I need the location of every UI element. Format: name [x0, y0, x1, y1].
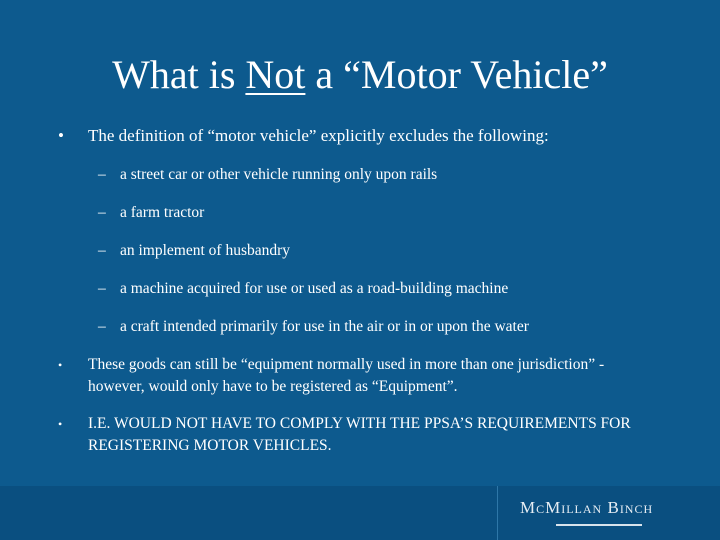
sub-bullet-text: an implement of husbandry — [120, 242, 291, 259]
title-before: What is — [112, 52, 246, 97]
footer-divider — [497, 486, 498, 540]
sub-bullet-text: a farm tractor — [120, 204, 205, 221]
bullet-marker: • — [58, 126, 64, 145]
sub-bullet-text: a machine acquired for use or used as a road-building machine — [120, 280, 509, 297]
bullet-text: I.E. WOULD NOT HAVE TO COMPLY WITH THE PPSA’S REQUIREMENTS FOR REGISTERING MOTOR VEHICLES. — [88, 415, 631, 454]
sub-bullet-text: a craft intended primarily for use in the air or in or upon the water — [120, 318, 529, 335]
bullet-text: The definition of “motor vehicle” explicitly excludes the following: — [88, 126, 549, 145]
sub-bullet-marker: – — [98, 204, 106, 221]
title-underlined-word: Not — [245, 52, 306, 97]
sub-bullet-marker: – — [98, 280, 106, 297]
sub-bullet-marker: – — [98, 166, 106, 183]
sub-bullet-text: a street car or other vehicle running only upon rails — [120, 166, 438, 183]
bullet-marker: • — [58, 417, 63, 431]
sub-bullet-marker: – — [98, 242, 106, 259]
logo-underline — [556, 524, 642, 526]
bullet-text: These goods can still be “equipment normally used in more than one jurisdiction” - however, would only have to be registered as “Equipment”. — [88, 356, 605, 395]
bullet-marker: • — [58, 358, 63, 372]
slide-title — [0, 50, 720, 100]
title-after: a “Motor Vehicle” — [305, 52, 608, 97]
sub-bullet-marker: – — [98, 318, 106, 335]
mcmillan-binch-logo: McMillan Binch — [520, 498, 654, 517]
